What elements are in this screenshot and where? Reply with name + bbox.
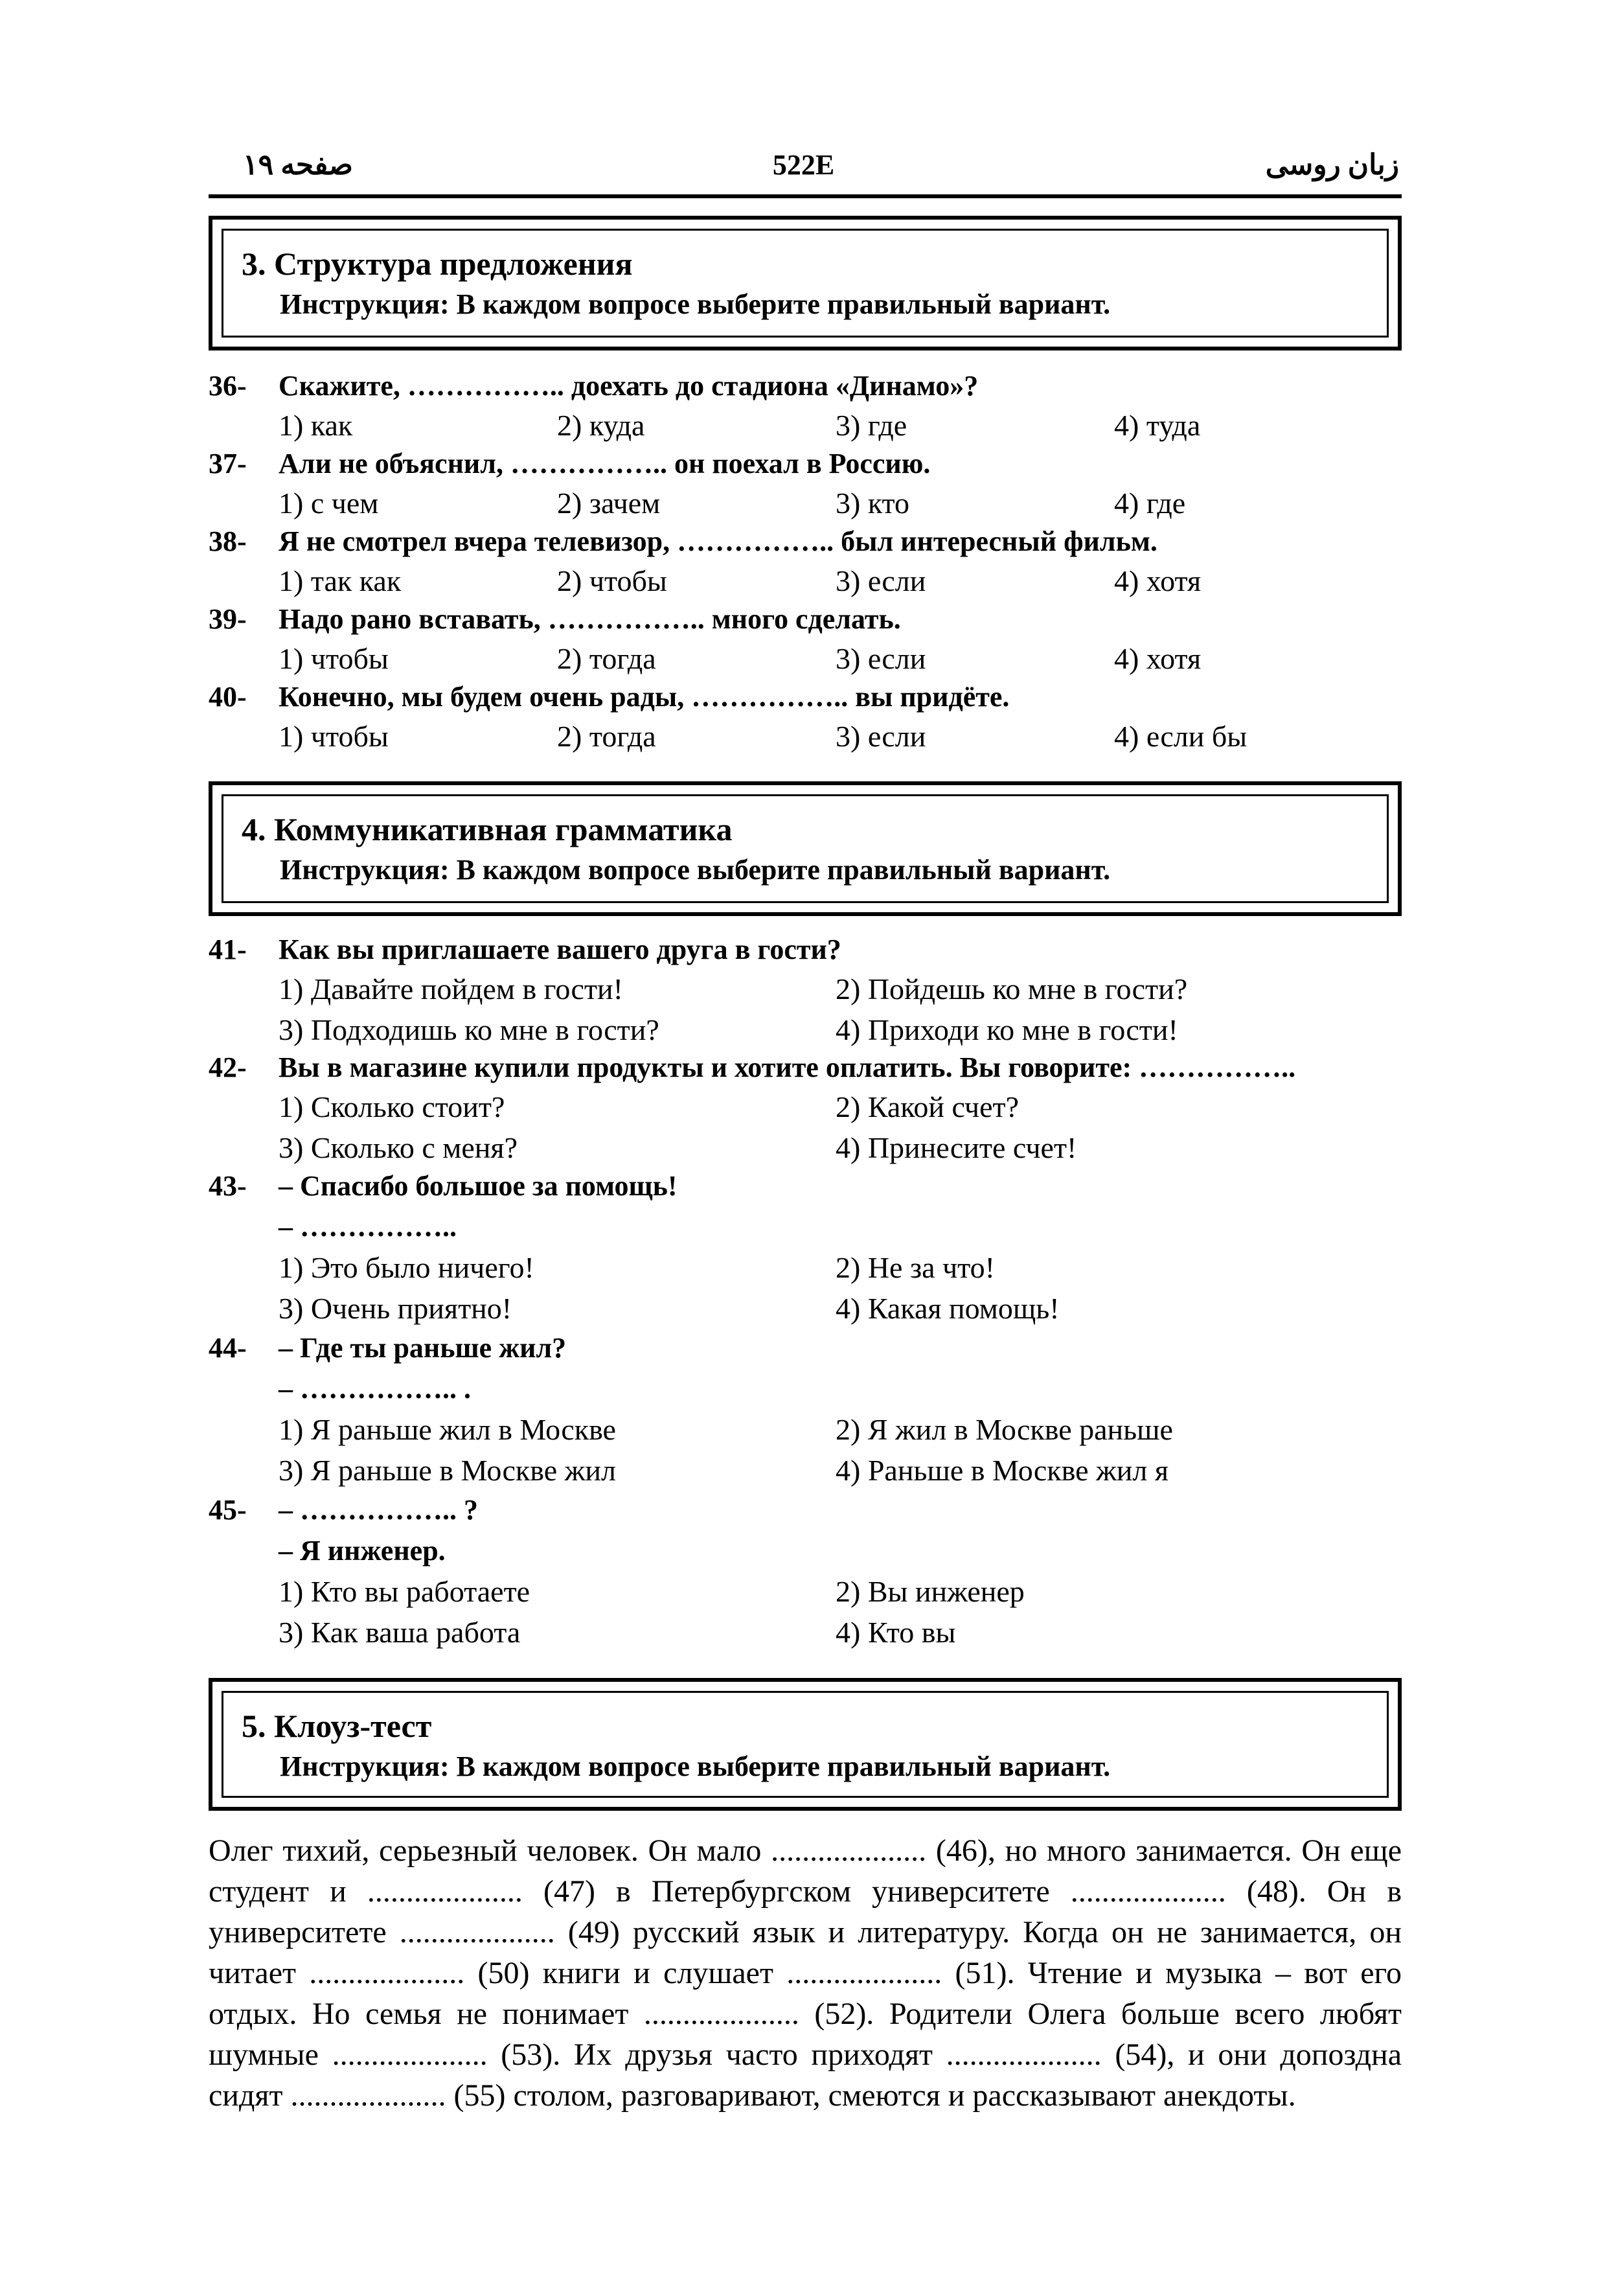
answer-option: 2) куда <box>557 409 645 442</box>
question-text: Скажите, …………….. доехать до стадиона «Динамо»? <box>279 370 979 402</box>
question-number: 36- <box>209 370 247 402</box>
section-title: 3. Структура предложения <box>242 246 633 282</box>
section-4-header <box>209 781 1402 916</box>
section-instruction: Инструкция: В каждом вопросе выберите правильный вариант. <box>280 854 1111 886</box>
dialogue-reply: – …………….. . <box>279 1373 471 1405</box>
answer-option: 4) где <box>1114 487 1186 520</box>
answer-option: 3) где <box>836 409 907 442</box>
section-5-header <box>209 1678 1402 1811</box>
answer-option: 1) Это было ничего! <box>279 1251 534 1284</box>
question-number: 38- <box>209 525 247 557</box>
answer-option: 2) Какой счет? <box>836 1090 1020 1123</box>
answer-option: 3) кто <box>836 487 910 520</box>
question-text: Надо рано вставать, …………….. много сделать. <box>279 603 901 635</box>
section-instruction: Инструкция: В каждом вопросе выберите правильный вариант. <box>280 1751 1111 1782</box>
answer-option: 2) Не за что! <box>836 1251 995 1284</box>
question-text: Вы в магазине купили продукты и хотите оплатить. Вы говорите: …………….. <box>279 1051 1296 1083</box>
question-number: 45- <box>209 1494 247 1526</box>
question-number: 44- <box>209 1332 247 1364</box>
question-number: 41- <box>209 934 247 965</box>
answer-option: 1) Сколько стоит? <box>279 1090 505 1123</box>
section-title: 4. Коммуникативная грамматика <box>242 811 733 847</box>
dialogue-reply: – …………….. <box>279 1211 457 1243</box>
answer-option: 2) Я жил в Москве раньше <box>836 1413 1173 1446</box>
question-number: 37- <box>209 448 247 479</box>
question-text: Конечно, мы будем очень рады, …………….. вы придёте. <box>279 681 1010 713</box>
answer-option: 3) если <box>836 564 926 597</box>
answer-option: 4) Какая помощь! <box>836 1292 1060 1325</box>
answer-option: 3) Сколько с меня? <box>279 1131 518 1164</box>
answer-option: 1) чтобы <box>279 642 389 675</box>
answer-option: 4) Кто вы <box>836 1616 956 1649</box>
answer-option: 3) если <box>836 642 926 675</box>
answer-option: 3) Как ваша работа <box>279 1616 521 1649</box>
answer-option: 1) так как <box>279 564 402 597</box>
answer-option: 1) Кто вы работаете <box>279 1575 530 1608</box>
question-number: 43- <box>209 1170 247 1202</box>
question-number: 40- <box>209 681 247 713</box>
question-text: Я не смотрел вчера телевизор, …………….. был интересный фильм. <box>279 525 1157 557</box>
question-text: – …………….. ? <box>279 1494 478 1526</box>
answer-option: 4) Принесите счет! <box>836 1131 1077 1164</box>
cloze-paragraph: Олег тихий, серьезный человек. Он мало .................... (46), но много занимается. Он еще студент и .................... (47) в Петербургском университете .................... (48). Он в университете .................... (49) русский язык и литературу. Когда он не занимается, он читает .................... (50) книги и слушает .................... (51). Чтение и музыка – вот его отдых. Но семья не понимает .................... (52). Родители Олега больше всего любят шумные .................... (53). Их друзья часто приходят .................... (54), и они допоздна сидят .................... (55) столом, разговаривают, смеются и рассказывают анекдоты. <box>209 1833 1402 2113</box>
answer-option: 1) Я раньше жил в Москве <box>279 1413 616 1446</box>
answer-option: 2) зачем <box>557 487 661 520</box>
answer-option: 1) чтобы <box>279 720 389 753</box>
question-number: 42- <box>209 1051 247 1083</box>
answer-option: 1) как <box>279 409 353 442</box>
answer-option: 1) с чем <box>279 487 379 520</box>
question-text: – Где ты раньше жил? <box>279 1332 567 1364</box>
subject-title: زبان روسی <box>1265 149 1399 181</box>
answer-option: 4) хотя <box>1114 564 1202 597</box>
answer-option: 3) Очень приятно! <box>279 1292 512 1325</box>
section-title: 5. Клоуз-тест <box>242 1708 432 1744</box>
question-text: – Спасибо большое за помощь! <box>279 1170 678 1202</box>
question-number: 39- <box>209 603 247 635</box>
question-text: Али не объяснил, …………….. он поехал в Россию. <box>279 448 931 479</box>
answer-option: 3) Я раньше в Москве жил <box>279 1454 616 1487</box>
answer-option: 2) тогда <box>557 642 656 675</box>
answer-option: 3) если <box>836 720 926 753</box>
answer-option: 1) Давайте пойдем в гости! <box>279 972 623 1005</box>
answer-option: 3) Подходишь ко мне в гости? <box>279 1013 659 1046</box>
answer-option: 4) Приходи ко мне в гости! <box>836 1013 1178 1046</box>
answer-option: 2) тогда <box>557 720 656 753</box>
answer-option: 2) чтобы <box>557 564 667 597</box>
answer-option: 4) хотя <box>1114 642 1202 675</box>
page-number: صفحه ۱۹ <box>243 149 353 181</box>
dialogue-reply: – Я инженер. <box>279 1535 446 1567</box>
answer-option: 2) Вы инженер <box>836 1575 1025 1608</box>
answer-option: 2) Пойдешь ко мне в гости? <box>836 972 1188 1005</box>
answer-option: 4) Раньше в Москве жил я <box>836 1454 1169 1487</box>
answer-option: 4) если бы <box>1114 720 1248 753</box>
section-3-header <box>209 216 1402 350</box>
answer-option: 4) туда <box>1114 409 1201 442</box>
exam-code: 522E <box>772 149 835 181</box>
header-rule <box>209 194 1402 198</box>
section-instruction: Инструкция: В каждом вопросе выберите правильный вариант. <box>280 288 1111 320</box>
question-text: Как вы приглашаете вашего друга в гости? <box>279 934 841 965</box>
